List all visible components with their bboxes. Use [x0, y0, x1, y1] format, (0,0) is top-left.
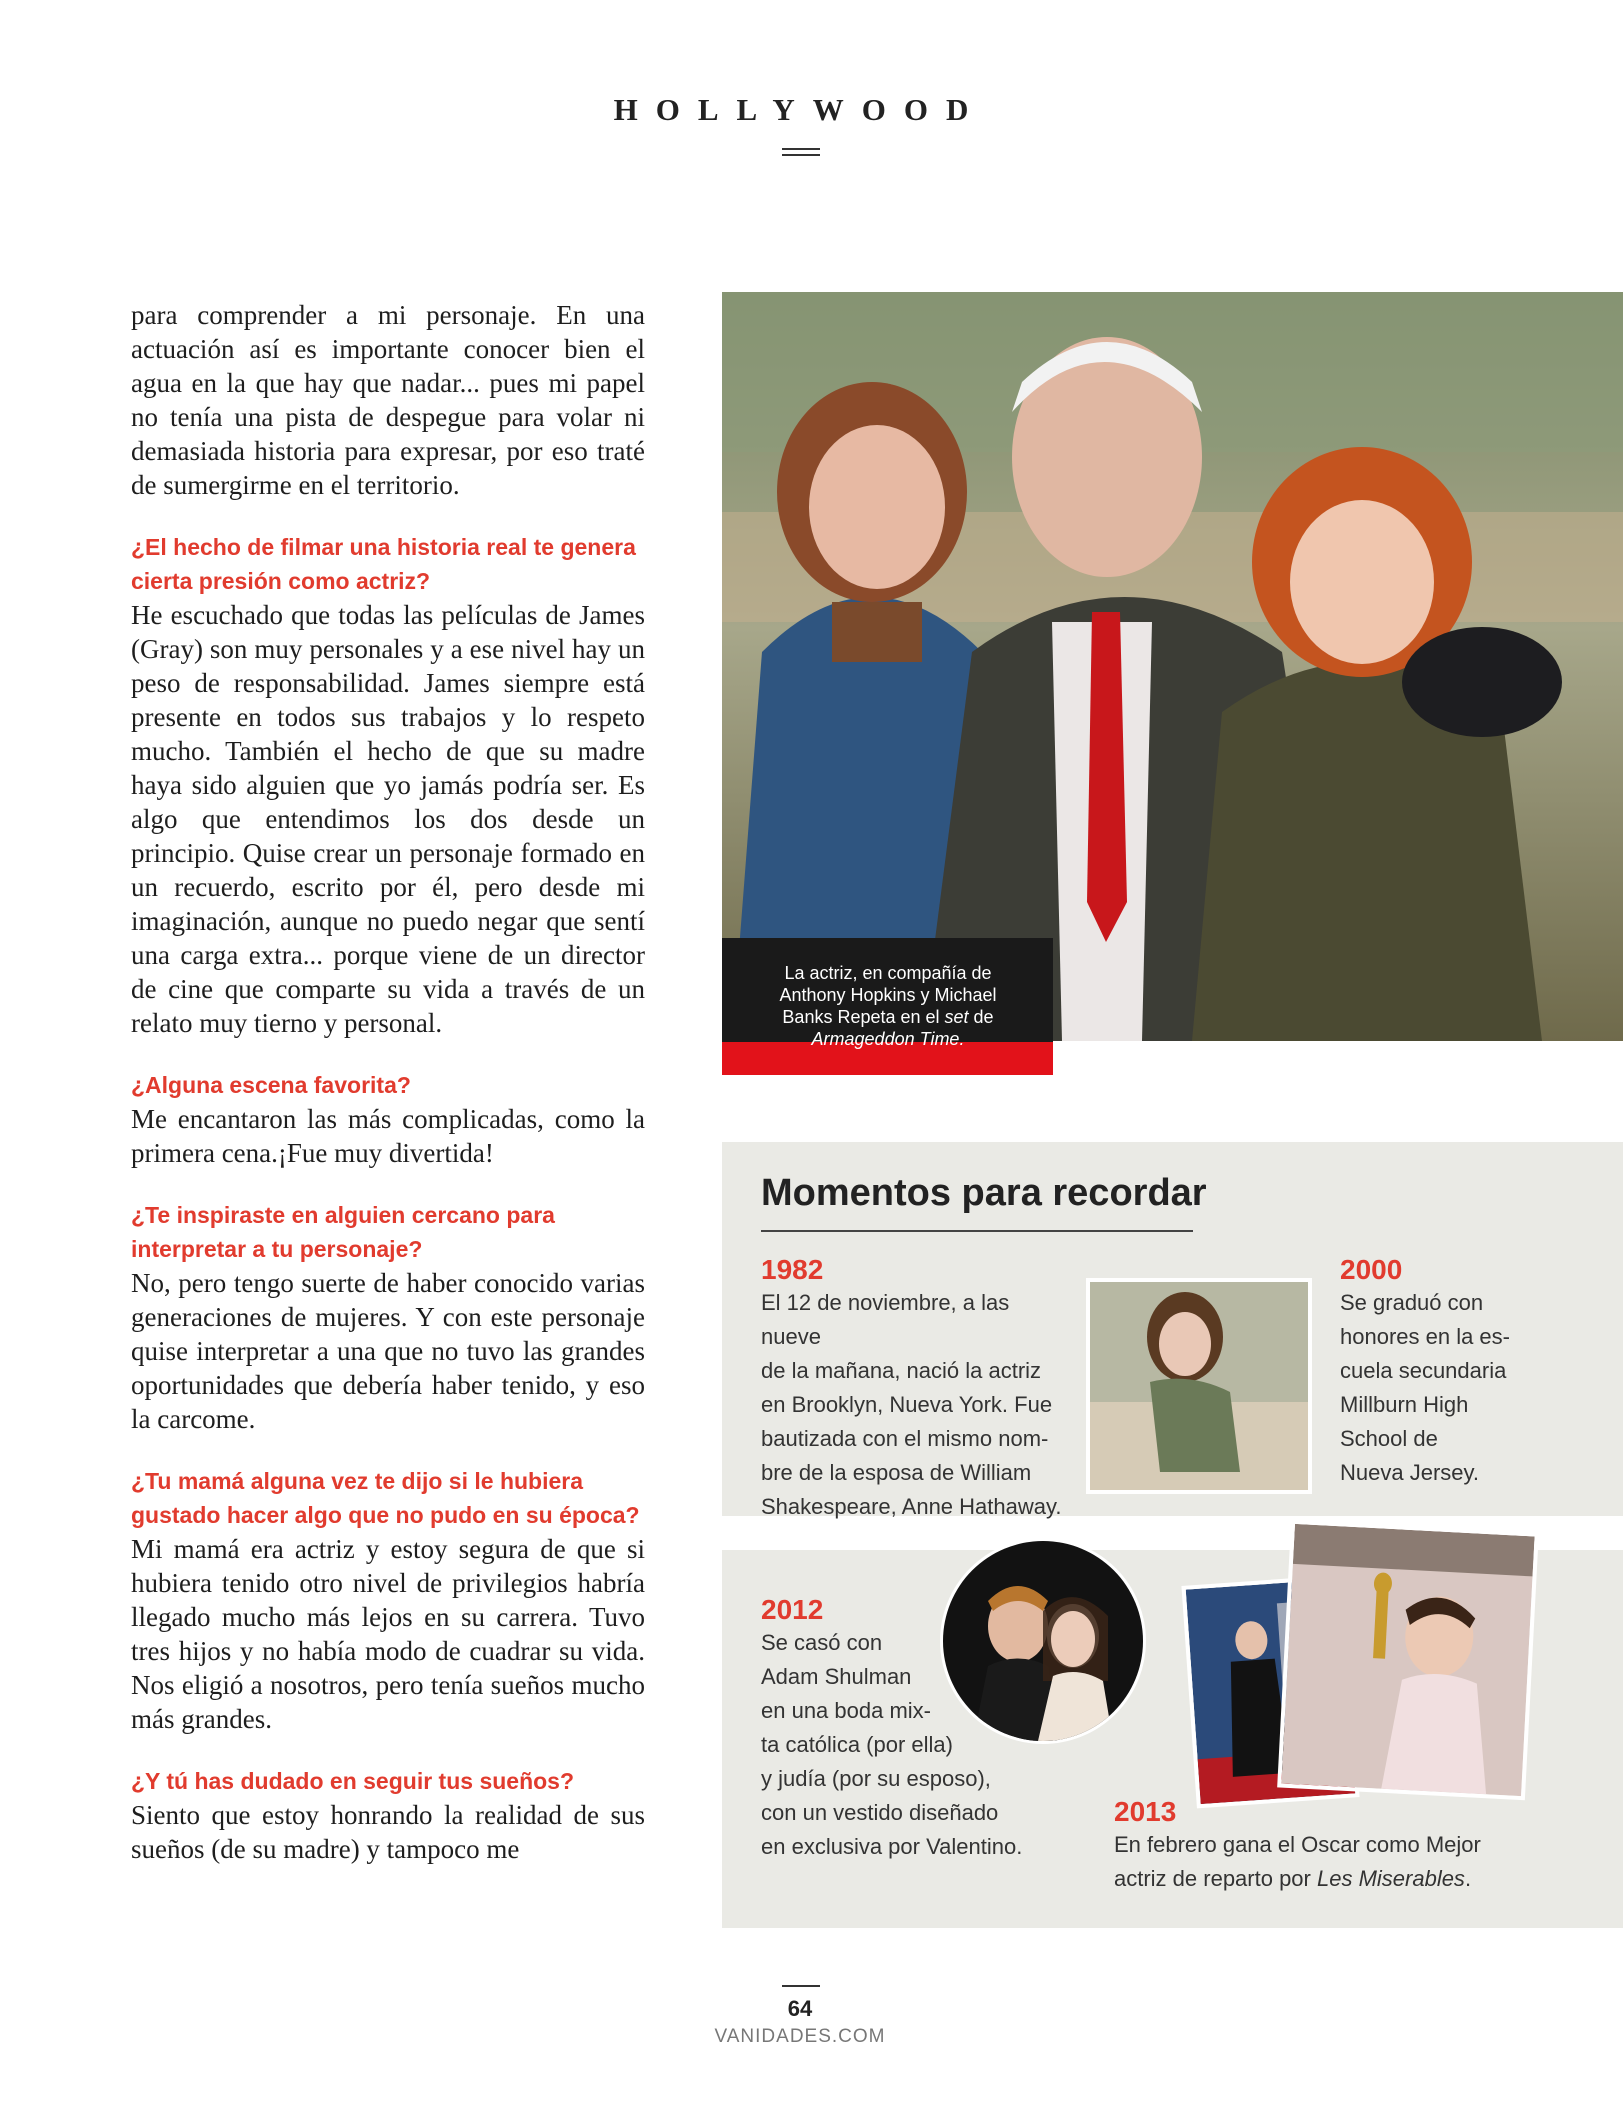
- timeline-1982: [761, 1254, 1071, 1524]
- entry-line: Se graduó con: [1340, 1290, 1484, 1315]
- entry-line: en Brooklyn, Nueva York. Fue: [761, 1392, 1053, 1417]
- answer: No, pero tengo suerte de haber conocido varias generaciones de mujeres. Y con este personaje quise interpretar a una que no tuvo las grandes oportunidades que debería haber tenido, y eso la carcome.: [131, 1268, 645, 1434]
- timeline-2013: [1114, 1796, 1574, 1896]
- year-label: 2000: [1340, 1254, 1403, 1285]
- entry-line: honores en la es-: [1340, 1324, 1510, 1349]
- entry-line: con un vestido diseñado: [761, 1800, 999, 1825]
- question: ¿Alguna escena favorita?: [131, 1072, 411, 1098]
- question: ¿Y tú has dudado en seguir tus sueños?: [131, 1768, 575, 1794]
- entry-line: Adam Shulman: [761, 1664, 912, 1689]
- photo-2012-wedding: [940, 1538, 1146, 1744]
- year-label: 2012: [761, 1594, 824, 1625]
- entry-line: en exclusiva por Valentino.: [761, 1834, 1023, 1859]
- answer: Mi mamá era actriz y estoy segura de que si hubiera tenido otro nivel de privilegios habría llegado mucho más lejos en su carrera. Tuvo tres hijos y no había modo de cuadrar su vida. Nos eligió a nosotros, pero tenía sueños mucho más grandes.: [131, 1534, 645, 1734]
- year-label: 2013: [1114, 1796, 1177, 1827]
- question: ¿Tu mamá alguna vez te dijo si le hubiera gustado hacer algo que no pudo en su época?: [131, 1468, 640, 1528]
- entry-line: y judía (por su esposo),: [761, 1766, 991, 1791]
- entry-line: En febrero gana el Oscar como Mejor: [1114, 1832, 1481, 1857]
- entry-line: Shakespeare, Anne Hathaway.: [761, 1494, 1062, 1519]
- entry-line: El 12 de noviembre, a las nueve: [761, 1290, 1010, 1349]
- entry-line: en una boda mix-: [761, 1698, 931, 1723]
- qa-block-4: [131, 1464, 645, 1736]
- year-label: 1982: [761, 1254, 824, 1285]
- entry-line: School de: [1340, 1426, 1438, 1451]
- qa-block-1: [131, 530, 645, 1040]
- entry-line: actriz de reparto por Les Miserables.: [1114, 1866, 1472, 1891]
- moments-title: Momentos para recordar: [761, 1172, 1207, 1214]
- entry-line: Millburn High: [1340, 1392, 1469, 1417]
- entry-line: cuela secundaria: [1340, 1358, 1507, 1383]
- site-url: VANIDADES.COM: [714, 2026, 886, 2047]
- photo-caption: La actriz, en compañía de Anthony Hopkins y Michael Banks Repeta en el set de Armageddon Time.: [779, 963, 997, 1049]
- entry-line: ta católica (por ella): [761, 1732, 953, 1757]
- entry-line: Nueva Jersey.: [1340, 1460, 1479, 1485]
- qa-block-3: [131, 1198, 645, 1436]
- entry-line: Se casó con: [761, 1630, 883, 1655]
- photo-2013-oscar: [1277, 1520, 1539, 1801]
- entry-line: bre de la esposa de William: [761, 1460, 1032, 1485]
- article-body: [131, 298, 645, 1894]
- intro-paragraph: para comprender a mi personaje. En una actuación así es importante conocer bien el agua en la que hay que nadar... pues mi papel no tenía una pista de despegue para volar ni demasiada historia para expresar, por eso traté de sumergirme en el territorio.: [131, 300, 645, 500]
- answer: He escuchado que todas las películas de James (Gray) son muy personales y a ese nivel hay un peso de responsabilidad. James siempre está presente en todos sus trabajos y lo respeto mucho. También el hecho de que su madre haya sido alguien que yo jamás podría ser. Es algo que entendimos los dos desde un principio. Quise crear un personaje formado en un recuerdo, escrito por él, pero desde mi imaginación, aunque no puedo negar que sentí una carga extra... porque viene de un director de cine que comparte su vida a través de un relato muy tierno y personal.: [131, 600, 645, 1038]
- moments-title-rule: [761, 1230, 1193, 1232]
- section-title: HOLLYWOOD: [613, 92, 987, 127]
- header-rule: [782, 148, 820, 150]
- entry-line: de la mañana, nació la actriz: [761, 1358, 1042, 1383]
- photo-1982: [1086, 1278, 1312, 1494]
- timeline-2000: [1340, 1254, 1570, 1490]
- question: ¿Te inspiraste en alguien cercano para interpretar a tu personaje?: [131, 1202, 555, 1262]
- page-number: 64: [787, 1996, 813, 2021]
- answer: Siento que estoy honrando la realidad de sus sueños (de su madre) y tampoco me: [131, 1800, 645, 1864]
- main-photo: [722, 292, 1623, 1041]
- footer-rule: [782, 1985, 820, 1987]
- header-rule-2: [782, 154, 820, 156]
- question: ¿El hecho de filmar una historia real te genera cierta presión como actriz?: [131, 534, 636, 594]
- entry-line: bautizada con el mismo nom-: [761, 1426, 1049, 1451]
- qa-block-5: [131, 1764, 645, 1866]
- qa-block-2: [131, 1068, 645, 1170]
- answer: Me encantaron las más complicadas, como la primera cena.¡Fue muy divertida!: [131, 1104, 645, 1168]
